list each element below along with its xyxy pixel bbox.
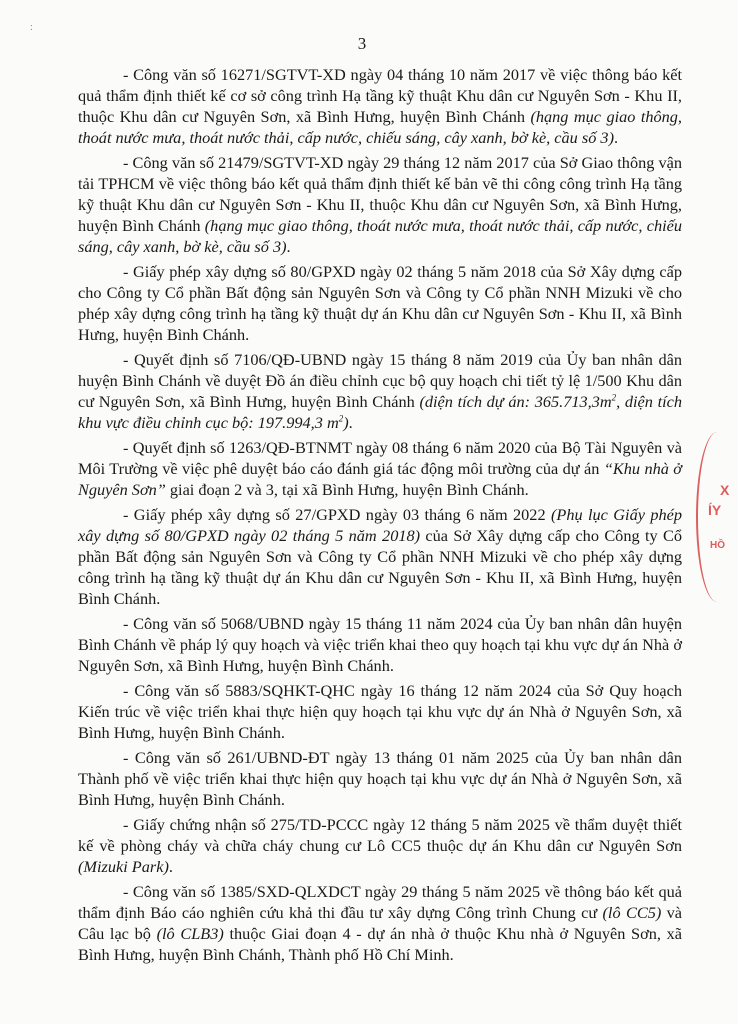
- text-run: giai đoạn 2 và 3, tại xã Bình Hưng, huyện Bình Chánh.: [165, 480, 529, 499]
- text-run: thuộc Giai đoạn 4 - dự án nhà ở thuộc Khu nhà ở Nguyên Sơn, xã Bình Hưng, huyện Bình Chánh, Thành phố Hồ Chí Minh.: [78, 924, 682, 964]
- text-run: (hạng mục giao thông, thoát nước mưa, thoát nước thải, cấp nước, chiếu sáng, cây xanh, bờ kè, cầu số 3): [78, 107, 682, 147]
- document-body: [78, 64, 682, 969]
- legal-basis-item: [78, 881, 682, 965]
- legal-basis-item: [78, 64, 682, 148]
- text-run: “Khu nhà ở Nguyên Sơn”: [78, 459, 683, 499]
- text-run: .: [168, 857, 173, 876]
- text-run: (hạng mục giao thông, thoát nước mưa, thoát nước thải, cấp nước, chiếu sáng, cây xanh, bờ kè, cầu số 3): [78, 216, 682, 256]
- text-run: của Sở Xây dựng cấp cho Công ty Cổ phần Bất động sản Nguyên Sơn và Công ty Cổ phần NNH Mizuki về cho phép xây dựng công trình hạ tầng kỹ thuật dự án Khu dân cư Nguyên Sơn - Khu II, xã Bình Hưng, huyện Bình Chánh.: [78, 526, 682, 608]
- text-run: ): [343, 413, 349, 432]
- text-run: .: [286, 237, 291, 256]
- legal-basis-item: [78, 613, 682, 676]
- legal-basis-item: [78, 437, 682, 500]
- red-stamp-partial: [696, 432, 738, 602]
- page-number: 3: [357, 34, 367, 53]
- text-run: (Mizuki Park): [78, 857, 169, 876]
- legal-basis-item: [78, 261, 682, 345]
- legal-basis-item: [78, 747, 682, 810]
- text-run: - Công văn số 16271/SGTVT-XD ngày 04 tháng 10 năm 2017 về việc thông báo kết quả thẩm định thiết kế cơ sở công trình Hạ tầng kỹ thuật Khu dân cư Nguyên Sơn - Khu II, thuộc Khu dân cư Nguyên Sơn, xã Bình Hưng, huyện Bình Chánh: [78, 65, 682, 126]
- text-run: - Công văn số 21479/SGTVT-XD ngày 29 tháng 12 năm 2017 của Sở Giao thông vận tải TPHCM về việc thông báo kết quả thẩm định thiết kế bản vẽ thi công công trình Hạ tầng kỹ thuật Khu dân cư Nguyên Sơn - Khu II, thuộc Khu dân cư Nguyên Sơn, xã Bình Hưng, huyện Bình Chánh: [78, 153, 682, 235]
- text-run: - Công văn số 5883/SQHKT-QHC ngày 16 tháng 12 năm 2024 của Sở Quy hoạch Kiến trúc về việc triển khai thực hiện quy hoạch tại khu vực dự án Nhà ở Nguyên Sơn, xã Bình Hưng, huyện Bình Chánh.: [78, 681, 682, 742]
- text-run: và Câu lạc bộ: [78, 903, 682, 943]
- text-run: 2: [611, 392, 617, 403]
- scan-mark: :: [30, 22, 33, 33]
- text-run: - Giấy phép xây dựng số 27/GPXD ngày 03 tháng 6 năm 2022: [123, 505, 551, 524]
- text-run: (lô CC5): [602, 903, 662, 922]
- stamp-fragment: ÍY: [708, 502, 722, 518]
- legal-basis-item: [78, 349, 682, 433]
- text-run: (diện tích dự án: 365.713,3m: [419, 392, 612, 411]
- legal-basis-item: [78, 504, 682, 609]
- text-run: .: [614, 128, 619, 147]
- text-run: - Công văn số 5068/UBND ngày 15 tháng 11 năm 2024 của Ủy ban nhân dân huyện Bình Chánh về pháp lý quy hoạch và việc triển khai theo quy hoạch tại khu vực dự án Nhà ở Nguyên Sơn, xã Bình Hưng, huyện Bình Chánh.: [78, 614, 682, 675]
- text-run: .: [348, 413, 353, 432]
- legal-basis-item: [78, 814, 682, 877]
- text-run: (Phụ lục Giấy phép xây dựng số 80/GPXD ngày 02 tháng 5 năm 2018): [78, 505, 682, 545]
- stamp-fragment: X: [720, 482, 730, 498]
- stamp-fragment: HỒ: [710, 540, 725, 551]
- legal-basis-item: [78, 680, 682, 743]
- text-run: - Giấy chứng nhận số 275/TD-PCCC ngày 12 tháng 5 năm 2025 về thẩm duyệt thiết kế về phòng cháy và chữa cháy chung cư Lô CC5 thuộc dự án Khu dân cư Nguyên Sơn: [78, 815, 682, 855]
- text-run: - Quyết định số 1263/QĐ-BTNMT ngày 08 tháng 6 năm 2020 của Bộ Tài Nguyên và Môi Trường về việc phê duyệt báo cáo đánh giá tác động môi trường của dự án: [78, 438, 682, 478]
- text-run: 2: [338, 413, 344, 424]
- legal-basis-item: [78, 152, 682, 257]
- text-run: (lô CLB3): [156, 924, 224, 943]
- text-run: - Công văn số 1385/SXD-QLXDCT ngày 29 tháng 5 năm 2025 về thông báo kết quả thẩm định Báo cáo nghiên cứu khả thi đầu tư xây dựng Công trình Chung cư: [78, 882, 682, 922]
- text-run: - Quyết định số 7106/QĐ-UBND ngày 15 tháng 8 năm 2019 của Ủy ban nhân dân huyện Bình Chánh về duyệt Đồ án điều chỉnh cục bộ quy hoạch chi tiết tỷ lệ 1/500 Khu dân cư Nguyên Sơn, xã Bình Hưng, huyện Bình Chánh: [78, 350, 682, 411]
- text-run: - Giấy phép xây dựng số 80/GPXD ngày 02 tháng 5 năm 2018 của Sở Xây dựng cấp cho Công ty Cổ phần Bất động sản Nguyên Sơn và Công ty Cổ phần NNH Mizuki về cho phép xây dựng công trình hạ tầng kỹ thuật dự án Khu dân cư Nguyên Sơn - Khu II, xã Bình Hưng, huyện Bình Chánh.: [78, 262, 682, 344]
- text-run: - Công văn số 261/UBND-ĐT ngày 13 tháng 01 năm 2025 của Ủy ban nhân dân Thành phố về việc triển khai thực hiện quy hoạch tại khu vực dự án Nhà ở Nguyên Sơn, xã Bình Hưng, huyện Bình Chánh.: [78, 748, 682, 809]
- text-run: , diện tích khu vực điều chỉnh cục bộ: 197.994,3 m: [78, 392, 682, 432]
